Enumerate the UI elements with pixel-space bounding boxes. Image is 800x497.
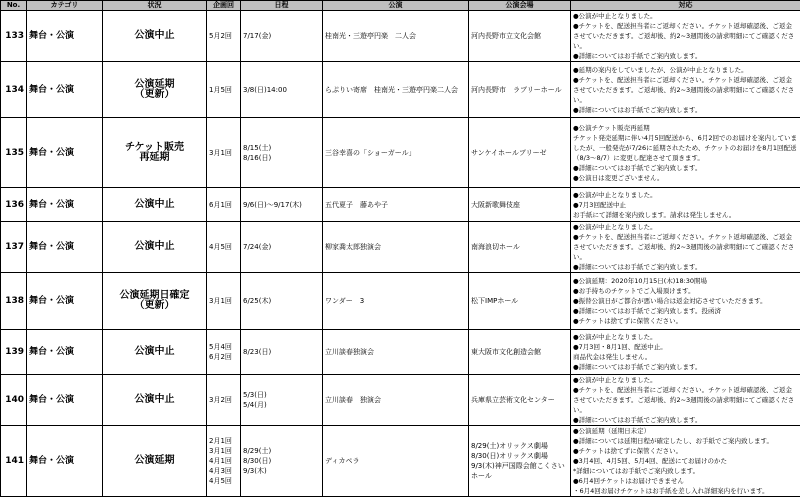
row-times: 5月4回 6月2回 xyxy=(207,330,241,375)
row-times: 4月5回 xyxy=(207,222,241,273)
row-times: 3月1回 xyxy=(207,273,241,330)
header-no: No. xyxy=(1,1,27,11)
row-no: 133 xyxy=(1,11,27,62)
row-category: 舞台・公演 xyxy=(27,118,103,188)
row-venue: サンケイホールブリーゼ xyxy=(469,118,571,188)
row-response: ●公演延期（延期日未定） ●詳細については延期日程が確定したし、お手紙でご案内致します。 ●チケットは捨てずに保管ください。 ●3月4回、4月5回、5月4回、配送にてお届けのかた *詳細についてはお手紙でご案内致します。 ●6月4回チケットはお届けできません ・6月4回お届けチケットはお手紙を差し入れ詳細案内を行います。 xyxy=(571,426,800,497)
row-category: 舞台・公演 xyxy=(27,426,103,497)
row-response: ●公演が中止となりました。 ●7月3回配送中止 お手紙にて詳細を案内致します。請求は発生しません。 xyxy=(571,188,800,222)
row-response: ●公演が中止となりました。 ●チケットを、配送担当者にご返却ください。チケット返却確認後、ご返金させていただきます。ご返却後、約2~3週間後の請求明細にてご確認ください。 ●詳細についてはお手紙でご案内致します。 xyxy=(571,11,800,62)
row-dates: 7/17(金) xyxy=(241,11,323,62)
header-status: 状況 xyxy=(103,1,207,11)
row-response: ●公演が中止となりました。 ●7月3回・8月1回、配送中止。 商品代金は発生しません。 ●詳細についてはお手紙でご案内致します。 xyxy=(571,330,800,375)
row-times: 1月5回 xyxy=(207,62,241,118)
row-status: 公演中止 xyxy=(103,375,207,426)
row-venue: 南海浪切ホール xyxy=(469,222,571,273)
row-category: 舞台・公演 xyxy=(27,375,103,426)
row-performance: ディカペラ xyxy=(323,426,469,497)
table-row xyxy=(1,426,800,497)
row-status: 公演延期 xyxy=(103,426,207,497)
row-dates: 9/6(日)～9/17(木) xyxy=(241,188,323,222)
row-category: 舞台・公演 xyxy=(27,330,103,375)
table-row xyxy=(1,330,800,375)
row-no: 137 xyxy=(1,222,27,273)
row-venue: 兵庫県立芸術文化センター xyxy=(469,375,571,426)
header-response: 対応 xyxy=(571,1,800,11)
row-status: 公演中止 xyxy=(103,222,207,273)
row-no: 140 xyxy=(1,375,27,426)
row-no: 141 xyxy=(1,426,27,497)
row-response: ●公演が中止となりました。 ●チケットを、配送担当者にご返却ください。チケット返却確認後、ご返金させていただきます。ご返却後、約2~3週間後の請求明細にてご確認ください。 ●詳細についてはお手紙でご案内致します。 xyxy=(571,222,800,273)
row-dates: 6/25(木) xyxy=(241,273,323,330)
header-times: 企画回 xyxy=(207,1,241,11)
row-status: 公演中止 xyxy=(103,188,207,222)
header-row xyxy=(1,1,800,11)
row-times: 3月1回 xyxy=(207,118,241,188)
row-no: 134 xyxy=(1,62,27,118)
row-venue: 大阪新歌舞伎座 xyxy=(469,188,571,222)
row-category: 舞台・公演 xyxy=(27,11,103,62)
header-performance: 公演 xyxy=(323,1,469,11)
row-performance: ワンダー 3 xyxy=(323,273,469,330)
row-dates: 8/15(土) 8/16(日) xyxy=(241,118,323,188)
row-performance: 五代夏子 藤あや子 xyxy=(323,188,469,222)
row-performance: らぷりい寄席 桂南光・三遊亭円楽二人会 xyxy=(323,62,469,118)
row-response: ●公演延期：2020年10月15日(木)18:30開場 ●お手持ちのチケットでご入場頂けます。 ●振替公演日がご都合が悪い場合は返金対応させていただきます。 ●詳細についてはお手紙でご案内致します。投函済 ●チケットは捨てずに保管ください。 xyxy=(571,273,800,330)
row-dates: 7/24(金) xyxy=(241,222,323,273)
row-category: 舞台・公演 xyxy=(27,62,103,118)
table-row xyxy=(1,188,800,222)
table-row xyxy=(1,375,800,426)
row-dates: 3/8(日)14:00 xyxy=(241,62,323,118)
row-no: 135 xyxy=(1,118,27,188)
row-category: 舞台・公演 xyxy=(27,188,103,222)
row-performance: 立川談春 独演会 xyxy=(323,375,469,426)
row-performance: 立川談春独演会 xyxy=(323,330,469,375)
table-row xyxy=(1,222,800,273)
row-dates: 8/29(土) 8/30(日) 9/3(木) xyxy=(241,426,323,497)
row-dates: 5/3(日) 5/4(月) xyxy=(241,375,323,426)
row-status: 公演中止 xyxy=(103,330,207,375)
row-no: 136 xyxy=(1,188,27,222)
row-venue: 松下IMPホール xyxy=(469,273,571,330)
table-row xyxy=(1,62,800,118)
row-venue: 8/29(土)オリックス劇場 8/30(日)オリックス劇場 9/3(木)神戸国際会館こくさいホール xyxy=(469,426,571,497)
row-status: 公演延期日確定 （更新） xyxy=(103,273,207,330)
row-no: 139 xyxy=(1,330,27,375)
row-response: ●公演が中止となりました。 ●チケットを、配送担当者にご返却ください。チケット返却確認後、ご返金させていただきます。ご返却後、約2~3週間後の請求明細にてご確認ください。 ●詳細についてはお手紙でご案内致します。 xyxy=(571,375,800,426)
table-row xyxy=(1,11,800,62)
table-row xyxy=(1,118,800,188)
row-response: ●公演チケット販売再延期 チケット発売延期に伴い4月5回配送から、6月2回でのお届けを案内していましたが、一般発売が7/26に延期されたため、チケットのお届けを8月1回配送（8/3～8/7）に変更し配達させて頂きます。 ●詳細についてはお手紙でご案内致します。 ●公演日は変更ございません。 xyxy=(571,118,800,188)
row-category: 舞台・公演 xyxy=(27,222,103,273)
row-times: 5月2回 xyxy=(207,11,241,62)
header-venue: 公演会場 xyxy=(469,1,571,11)
row-times: 3月2回 xyxy=(207,375,241,426)
row-category: 舞台・公演 xyxy=(27,273,103,330)
row-status: 公演中止 xyxy=(103,11,207,62)
row-dates: 8/23(日) xyxy=(241,330,323,375)
header-dates: 日程 xyxy=(241,1,323,11)
table-row xyxy=(1,273,800,330)
row-performance: 桂南光・三遊亭円楽 二人会 xyxy=(323,11,469,62)
row-times: 2月1回 3月1回 4月1回 4月3回 4月5回 xyxy=(207,426,241,497)
row-status: チケット販売 再延期 xyxy=(103,118,207,188)
header-category: カテゴリ xyxy=(27,1,103,11)
row-times: 6月1回 xyxy=(207,188,241,222)
row-status: 公演延期 （更新） xyxy=(103,62,207,118)
row-response: ●延期の案内をしていましたが、公演が中止となりました。 ●チケットを、配送担当者にご返却ください。チケット返却確認後、ご返金させていただきます。ご返却後、約2~3週間後の請求明細にてご確認ください。 ●詳細についてはお手紙でご案内致します。 xyxy=(571,62,800,118)
row-no: 138 xyxy=(1,273,27,330)
row-performance: 柳家喬太郎独演会 xyxy=(323,222,469,273)
row-venue: 河内長野市立文化会館 xyxy=(469,11,571,62)
row-venue: 河内長野市 ラブリーホール xyxy=(469,62,571,118)
row-venue: 東大阪市文化創造会館 xyxy=(469,330,571,375)
row-performance: 三谷幸喜の「ショーガール」 xyxy=(323,118,469,188)
